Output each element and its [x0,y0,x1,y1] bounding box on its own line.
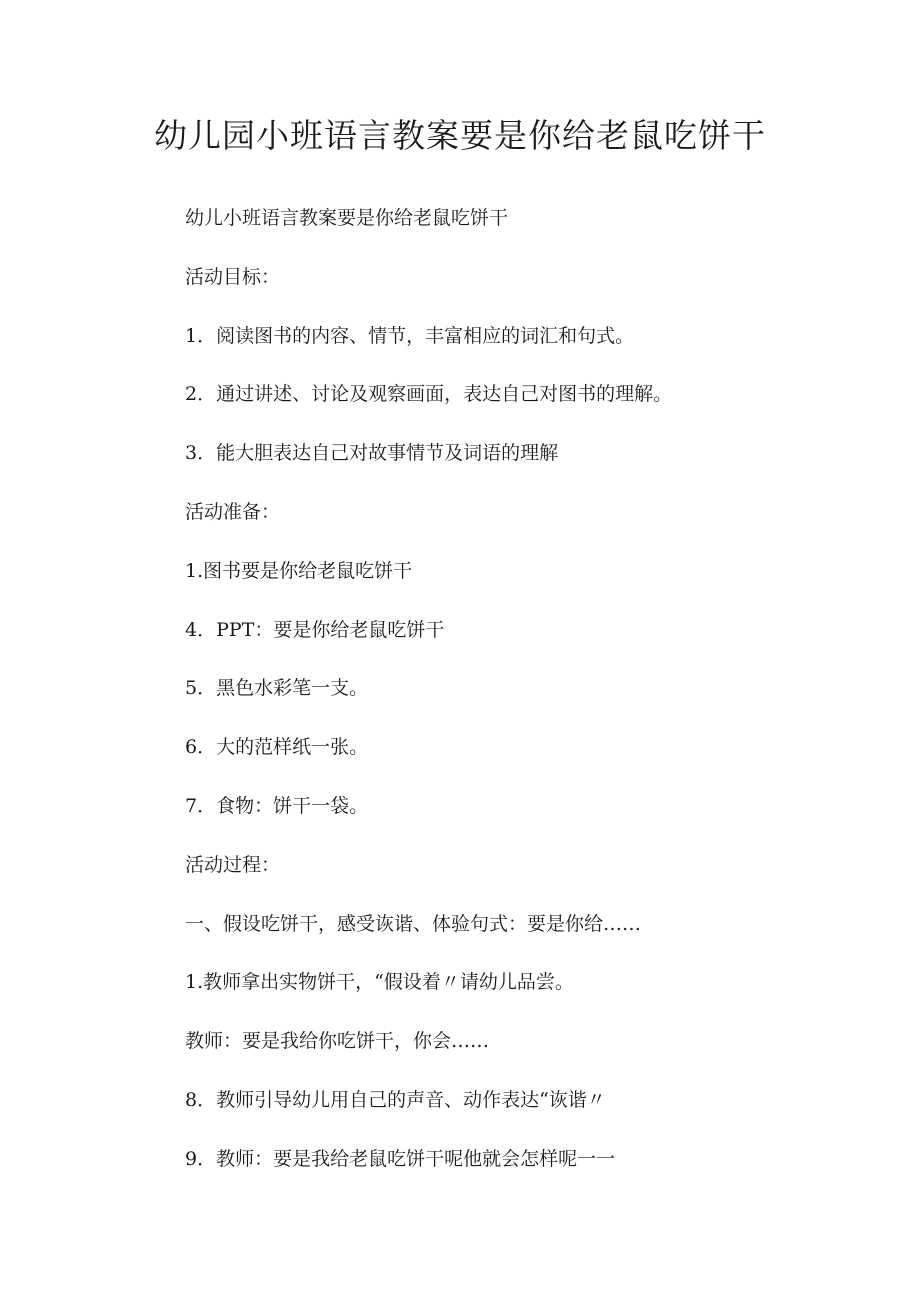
document-title: 幼儿园小班语言教案要是你给老鼠吃饼干 [154,116,766,155]
process-item: 教师：要是我给你吃饼干，你会…… [185,1030,490,1053]
preparation-item: 7．食物：饼干一袋。 [185,794,369,817]
process-item: 8．教师引导幼儿用自己的声音、动作表达“诙谐〃 [185,1088,606,1111]
section-heading-process: 活动过程： [185,853,281,876]
process-step-heading: 一、假设吃饼干，感受诙谐、体验句式：要是你给…… [185,912,642,935]
preparation-item: 6．大的范样纸一张。 [185,736,369,759]
preparation-item: 1.图书要是你给老鼠吃饼干 [185,559,413,582]
goal-item: 1．阅读图书的内容、情节，丰富相应的词汇和句式。 [185,324,635,347]
section-heading-preparation: 活动准备： [185,500,281,523]
goal-item: 3．能大胆表达自己对故事情节及词语的理解 [185,442,559,465]
goal-item: 2．通过讲述、讨论及观察画面，表达自己对图书的理解。 [185,383,673,406]
preparation-item: 5．黑色水彩笔一支。 [185,677,369,700]
process-item: 1.教师拿出实物饼干，“假设着〃请幼儿品尝。 [185,971,574,994]
document-body [185,200,885,1200]
process-item: 9．教师：要是我给老鼠吃饼干呢他就会怎样呢一一 [185,1147,616,1170]
section-heading-goals: 活动目标： [185,265,281,288]
subtitle-line: 幼儿小班语言教案要是你给老鼠吃饼干 [185,207,509,229]
preparation-item: 4．PPT：要是你给老鼠吃饼干 [185,618,445,641]
